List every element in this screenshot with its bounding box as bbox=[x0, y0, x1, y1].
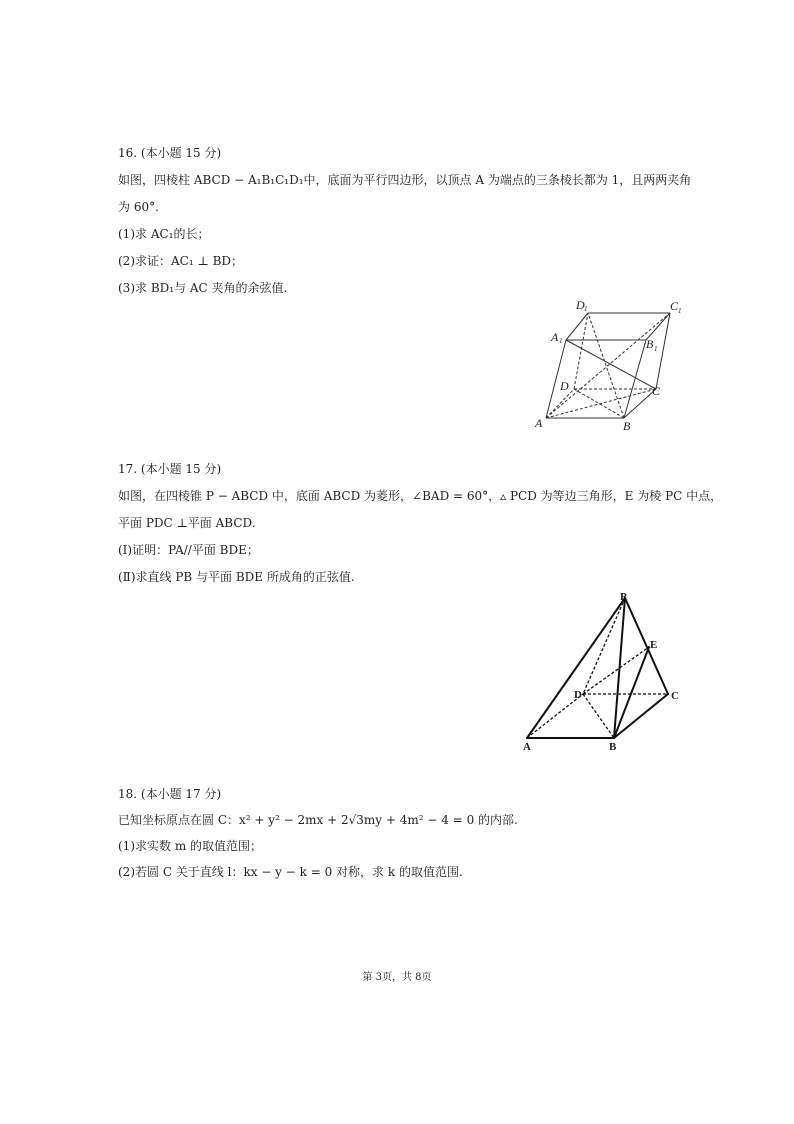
label-C1: C bbox=[670, 299, 679, 313]
label-B1-sub: 1 bbox=[654, 345, 658, 353]
q18-stem: 已知坐标原点在圆 C：x² + y² − 2mx + 2√3my + 4m² − 4 = 0 的内部. bbox=[118, 813, 518, 827]
q18-header: 18. (本小题 17 分) bbox=[118, 787, 222, 801]
label-C1-sub: 1 bbox=[678, 307, 682, 315]
edge-C-C1 bbox=[656, 313, 670, 389]
label-D: D bbox=[560, 379, 569, 393]
label-D: D bbox=[574, 689, 582, 701]
label-D1-sub: 1 bbox=[584, 305, 588, 313]
q16-stem-line2: 为 60°. bbox=[118, 200, 159, 214]
page-footer: 第 3页，共 8页 bbox=[362, 972, 432, 983]
label-C: C bbox=[652, 384, 661, 398]
q16-part3: (3)求 BD₁与 AC 夹角的余弦值. bbox=[118, 281, 288, 295]
q17-part1: (Ⅰ)证明：PA//平面 BDE； bbox=[118, 543, 259, 557]
q16-stem-line1: 如图，四棱柱 ABCD − A₁B₁C₁D₁中，底面为平行四边形，以顶点 A 为端点的三条棱长都为 1，且两两夹角 bbox=[118, 173, 692, 187]
label-D1: D bbox=[576, 298, 585, 312]
label-A1: A bbox=[551, 330, 559, 344]
q18-part1: (1)求实数 m 的取值范围； bbox=[118, 839, 263, 853]
diag-B-D bbox=[574, 389, 624, 418]
label-B1: B bbox=[646, 337, 654, 351]
label-A: A bbox=[535, 416, 543, 430]
q16-header: 16. (本小题 15 分) bbox=[118, 146, 222, 160]
label-E: E bbox=[650, 639, 658, 651]
edge-D-B bbox=[583, 694, 614, 738]
label-A: A bbox=[523, 741, 531, 753]
q17-stem-line1: 如图，在四棱锥 P − ABCD 中，底面 ABCD 为菱形，∠BAD = 60°，▵ PCD 为等边三角形，E 为棱 PC 中点， bbox=[118, 489, 723, 503]
q17-stem-line2: 平面 PDC ⊥平面 ABCD. bbox=[118, 516, 256, 530]
diag-A1-C bbox=[566, 340, 656, 389]
edge-B-B1 bbox=[624, 340, 646, 418]
prism-figure bbox=[526, 292, 690, 434]
edge-P-A bbox=[527, 598, 625, 738]
label-C: C bbox=[671, 690, 679, 702]
q17-header: 17. (本小题 15 分) bbox=[118, 462, 222, 476]
q18-part2: (2)若圆 C 关于直线 l：kx − y − k = 0 对称，求 k 的取值范围. bbox=[118, 865, 463, 879]
label-B: B bbox=[623, 419, 631, 433]
diag-A-C1 bbox=[546, 313, 670, 418]
edge-P-C bbox=[625, 598, 668, 694]
label-A1-sub: 1 bbox=[559, 337, 563, 345]
edge-A1-D1 bbox=[566, 313, 588, 340]
q16-part2: (2)求证：AC₁ ⊥ BD； bbox=[118, 254, 244, 268]
q16-part1: (1)求 AC₁的长； bbox=[118, 227, 210, 241]
label-B: B bbox=[609, 741, 617, 753]
label-P: P bbox=[620, 591, 627, 603]
pyramid-figure bbox=[516, 588, 692, 754]
q17-part2: (Ⅱ)求直线 PB 与平面 BDE 所成角的正弦值. bbox=[118, 570, 355, 584]
edge-B1-C1 bbox=[646, 313, 670, 340]
